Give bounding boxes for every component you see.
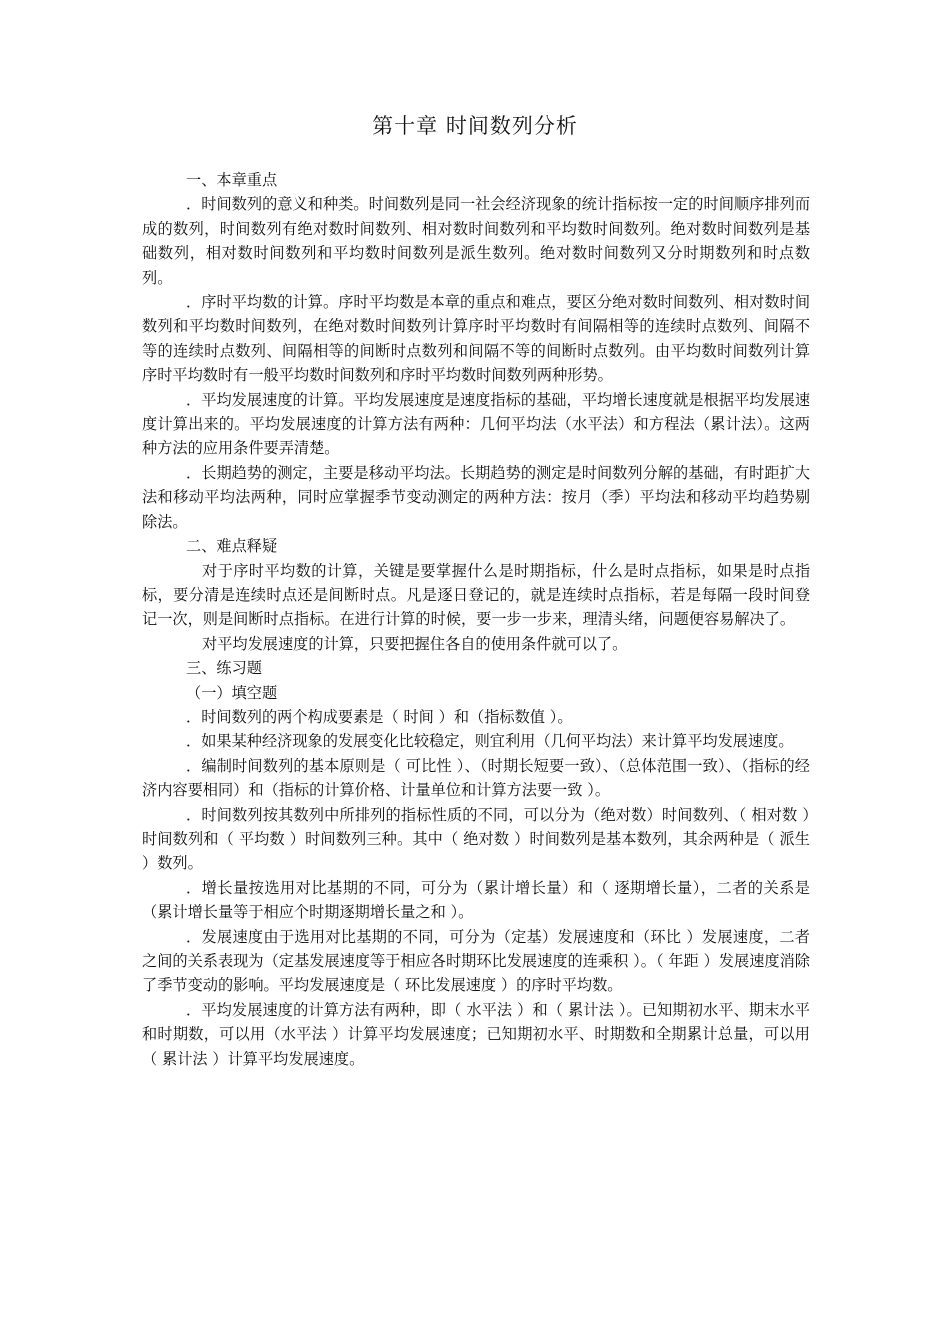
exercise-item: ．时间数列的两个构成要素是（ 时间 ）和（指标数值 ）。 [186,707,573,726]
exercise-item: ．如果某种经济现象的发展变化比较稳定，则宜利用（几何平均法）来计算平均发展速度。 [186,732,794,751]
exercise-item: ．时间数列按其数列中所排列的指标性质的不同，可以分为（绝对数）时间数列、（ 相对数 ）时间数列和（ 平均数 ）时间数列三种。其中（ 绝对数 ）时间数列是基本数列，其余两种是（ 派生 ）数列。 [142,805,810,873]
key-point-paragraph: ．平均发展速度的计算。平均发展速度是速度指标的基础，平均增长速度就是根据平均发展速度计算出来的。平均发展速度的计算方法有两种：几何平均法（水平法）和方程法（累计法）。这两种方法的应用条件要弄清楚。 [142,390,810,458]
difficulty-paragraph: 对平均发展速度的计算，只要把握住各自的使用条件就可以了。 [202,634,628,653]
difficulty-paragraph: 对于序时平均数的计算，关键是要掌握什么是时期指标，什么是时点指标，如果是时点指标，要分清是连续时点还是间断时点。凡是逐日登记的，就是连续时点指标，若是每隔一段时间登记一次，则是间断时点指标。在进行计算的时候，要一步一步来，理清头绪，问题便容易解决了。 [142,561,810,629]
subsection-heading-fill-in: （一）填空题 [186,683,278,702]
exercise-item: ．发展速度由于选用对比基期的不同，可分为（定基）发展速度和（环比 ）发展速度，二者之间的关系表现为（定基发展速度等于相应各时期环比发展速度的连乘积 ）。（ 年距 ）发展速度消除了季节变动的影响。平均发展速度是（ 环比发展速度 ）的序时平均数。 [142,927,810,995]
key-point-paragraph: ．序时平均数的计算。序时平均数是本章的重点和难点，要区分绝对数时间数列、相对数时间数列和平均数时间数列，在绝对数时间数列计算序时平均数时有间隔相等的连续时点数列、间隔不等的连续时点数列、间隔相等的间断时点数列和间隔不等的间断时点数列。由平均数时间数列计算序时平均数时有一般平均数时间数列和序时平均数时间数列两种形势。 [142,293,810,385]
exercise-item: ．平均发展速度的计算方法有两种，即（ 水平法 ）和（ 累计法 ）。已知期初水平、期末水平和时期数，可以用（水平法 ）计算平均发展速度；已知期初水平、时期数和全期累计总量，可以用（ 累计法 ）计算平均发展速度。 [142,1000,810,1068]
exercise-item: ．增长量按选用对比基期的不同，可分为（累计增长量）和（ 逐期增长量），二者的关系是（累计增长量等于相应个时期逐期增长量之和 ）。 [142,878,810,922]
section-heading-exercises: 三、练习题 [186,659,262,678]
section-heading-key-points: 一、本章重点 [186,171,278,189]
key-point-paragraph: ．时间数列的意义和种类。时间数列是同一社会经济现象的统计指标按一定的时间顺序排列而成的数列，时间数列有绝对数时间数列、相对数时间数列和平均数时间数列。绝对数时间数列是基础数列，相对数时间数列和平均数时间数列是派生数列。绝对数时间数列又分时期数列和时点数列。 [142,195,810,287]
section-heading-difficulties: 二、难点释疑 [186,537,278,556]
exercise-item: ．编制时间数列的基本原则是（ 可比性 ）、（时期长短要一致）、（总体范围一致）、（指标的经济内容要相同）和（指标的计算价格、计量单位和计算方法要一致 ）。 [142,756,810,800]
key-point-paragraph: ．长期趋势的测定，主要是移动平均法。长期趋势的测定是时间数列分解的基础，有时距扩大法和移动平均法两种，同时应掌握季节变动测定的两种方法：按月（季）平均法和移动平均趋势剔除法。 [142,463,810,531]
document-body [142,168,810,1071]
chapter-title: 第十章 时间数列分析 [372,114,578,138]
